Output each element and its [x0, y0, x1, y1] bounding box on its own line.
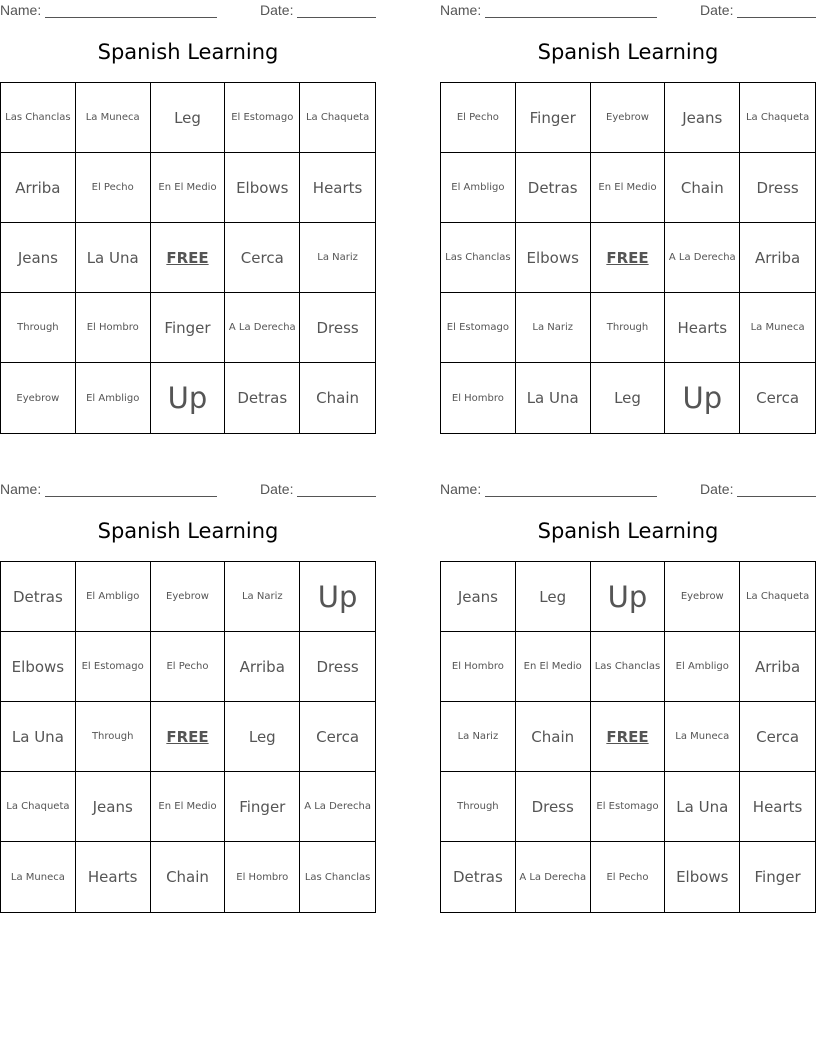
- bingo-cell: La Muneca: [665, 702, 740, 772]
- bingo-cell: A La Derecha: [665, 223, 740, 293]
- bingo-cell: Finger: [516, 83, 591, 153]
- bingo-cell: Through: [76, 702, 151, 772]
- bingo-cell: A La Derecha: [225, 293, 300, 363]
- bingo-cell: Hearts: [300, 153, 375, 223]
- bingo-cell: Up: [300, 562, 375, 632]
- bingo-cell: Detras: [516, 153, 591, 223]
- bingo-cell: En El Medio: [591, 153, 666, 223]
- bingo-cell: El Ambligo: [76, 562, 151, 632]
- bingo-cell: Jeans: [76, 772, 151, 842]
- bingo-cell: Through: [441, 772, 516, 842]
- bingo-cell: Up: [151, 363, 226, 433]
- bingo-cell: Chain: [151, 842, 226, 912]
- bingo-cell: Elbows: [225, 153, 300, 223]
- bingo-card: [0, 0, 376, 434]
- bingo-cell: Cerca: [300, 702, 375, 772]
- bingo-cell: Eyebrow: [591, 83, 666, 153]
- bingo-cell: En El Medio: [151, 772, 226, 842]
- bingo-cell: La Chaqueta: [740, 83, 815, 153]
- name-line: [485, 17, 657, 18]
- bingo-cell: La Muneca: [740, 293, 815, 363]
- bingo-cell: Dress: [740, 153, 815, 223]
- bingo-cell: Through: [591, 293, 666, 363]
- bingo-cell: El Ambligo: [441, 153, 516, 223]
- bingo-cell: La Chaqueta: [1, 772, 76, 842]
- bingo-cell: El Estomago: [225, 83, 300, 153]
- name-label: Name:: [0, 2, 42, 18]
- bingo-cell: El Estomago: [591, 772, 666, 842]
- bingo-cell: Arriba: [1, 153, 76, 223]
- bingo-cell: Jeans: [441, 562, 516, 632]
- bingo-cell: Las Chanclas: [1, 83, 76, 153]
- bingo-cell: Elbows: [1, 632, 76, 702]
- bingo-cell: Las Chanclas: [591, 632, 666, 702]
- bingo-cell: Elbows: [516, 223, 591, 293]
- bingo-cell: Chain: [316, 389, 360, 407]
- name-label: Name:: [440, 481, 482, 497]
- bingo-cell: Cerca: [225, 223, 300, 293]
- bingo-cell: Eyebrow: [151, 562, 226, 632]
- date-line: [737, 496, 816, 497]
- card-title: Spanish Learning: [537, 40, 719, 64]
- bingo-cell: Dress: [300, 293, 375, 363]
- date-line: [737, 17, 816, 18]
- bingo-cell: El Hombro: [441, 363, 516, 433]
- bingo-cell: El Pecho: [591, 842, 666, 912]
- bingo-card: [0, 479, 376, 913]
- bingo-cell: Leg: [151, 83, 226, 153]
- bingo-cell: Jeans: [1, 223, 76, 293]
- bingo-cell: La Chaqueta: [300, 83, 375, 153]
- name-line: [45, 17, 217, 18]
- date-label: Date:: [700, 481, 734, 497]
- bingo-cell: A La Derecha: [516, 842, 591, 912]
- bingo-cell: El Pecho: [151, 632, 226, 702]
- bingo-cell: Las Chanclas: [441, 223, 516, 293]
- bingo-cell: El Ambligo: [665, 632, 740, 702]
- bingo-cell: Cerca: [740, 702, 815, 772]
- name-date-row: [440, 2, 816, 20]
- bingo-cell: La Una: [76, 223, 151, 293]
- bingo-cell: Up: [591, 562, 666, 632]
- name-line: [485, 496, 657, 497]
- bingo-cell: Dress: [300, 632, 375, 702]
- bingo-cell: La Una: [1, 702, 76, 772]
- bingo-cell: Chain: [516, 702, 591, 772]
- name-line: [45, 496, 217, 497]
- bingo-cell: El Estomago: [76, 632, 151, 702]
- bingo-cell: El Hombro: [225, 842, 300, 912]
- bingo-cell: Elbows: [665, 842, 740, 912]
- free-space: FREE: [151, 702, 226, 772]
- bingo-card: [440, 479, 816, 913]
- bingo-grid: [440, 561, 816, 913]
- bingo-grid: [440, 82, 816, 434]
- free-space: FREE: [591, 223, 666, 293]
- bingo-cell: Chain: [665, 153, 740, 223]
- card-title: Spanish Learning: [537, 519, 719, 543]
- date-label: Date:: [260, 481, 294, 497]
- bingo-cell: El Hombro: [76, 293, 151, 363]
- name-label: Name:: [0, 481, 42, 497]
- bingo-cell: Jeans: [665, 83, 740, 153]
- bingo-cell: La Muneca: [76, 83, 151, 153]
- bingo-cell: La Muneca: [1, 842, 76, 912]
- bingo-cell: Hearts: [740, 772, 815, 842]
- bingo-cell: En El Medio: [516, 632, 591, 702]
- bingo-cell: La Una: [665, 772, 740, 842]
- bingo-cell: Hearts: [665, 293, 740, 363]
- bingo-cell: El Pecho: [76, 153, 151, 223]
- date-label: Date:: [260, 2, 294, 18]
- bingo-cell: Through: [1, 293, 76, 363]
- bingo-cell: Leg: [591, 363, 666, 433]
- name-label: Name:: [440, 2, 482, 18]
- card-title: Spanish Learning: [97, 519, 279, 543]
- bingo-cell: La Nariz: [441, 702, 516, 772]
- bingo-cell: Las Chanclas: [304, 871, 371, 883]
- bingo-cell: Dress: [516, 772, 591, 842]
- bingo-cell: Finger: [754, 868, 801, 886]
- bingo-cell: Eyebrow: [665, 562, 740, 632]
- bingo-cell: Eyebrow: [1, 363, 76, 433]
- bingo-cell: Leg: [225, 702, 300, 772]
- bingo-cell: Arriba: [225, 632, 300, 702]
- bingo-cell: El Pecho: [441, 83, 516, 153]
- bingo-cell: La Nariz: [516, 293, 591, 363]
- free-space: FREE: [591, 702, 666, 772]
- bingo-cell: En El Medio: [151, 153, 226, 223]
- free-space: FREE: [151, 223, 226, 293]
- name-date-row: [0, 2, 376, 20]
- date-line: [297, 17, 376, 18]
- bingo-cell: A La Derecha: [300, 772, 375, 842]
- bingo-cell: Arriba: [740, 223, 815, 293]
- bingo-cell: La Una: [516, 363, 591, 433]
- bingo-cell: Finger: [225, 772, 300, 842]
- bingo-cell: Finger: [151, 293, 226, 363]
- bingo-cell: La Nariz: [225, 562, 300, 632]
- bingo-cell: Arriba: [740, 632, 815, 702]
- bingo-grid: [0, 561, 376, 913]
- bingo-cell: Hearts: [76, 842, 151, 912]
- bingo-cell: El Ambligo: [76, 363, 151, 433]
- bingo-card: [440, 0, 816, 434]
- date-line: [297, 496, 376, 497]
- bingo-grid: [0, 82, 376, 434]
- card-title: Spanish Learning: [97, 40, 279, 64]
- bingo-cell: Up: [665, 363, 740, 433]
- date-label: Date:: [700, 2, 734, 18]
- bingo-cell: El Estomago: [441, 293, 516, 363]
- bingo-cell: Detras: [441, 842, 516, 912]
- name-date-row: [440, 481, 816, 499]
- bingo-cell: Detras: [225, 363, 300, 433]
- bingo-cell: Detras: [1, 562, 76, 632]
- bingo-cell: La Nariz: [300, 223, 375, 293]
- name-date-row: [0, 481, 376, 499]
- bingo-cell: Leg: [516, 562, 591, 632]
- bingo-cell: Cerca: [756, 389, 800, 407]
- bingo-cell: La Chaqueta: [740, 562, 815, 632]
- bingo-cell: El Hombro: [441, 632, 516, 702]
